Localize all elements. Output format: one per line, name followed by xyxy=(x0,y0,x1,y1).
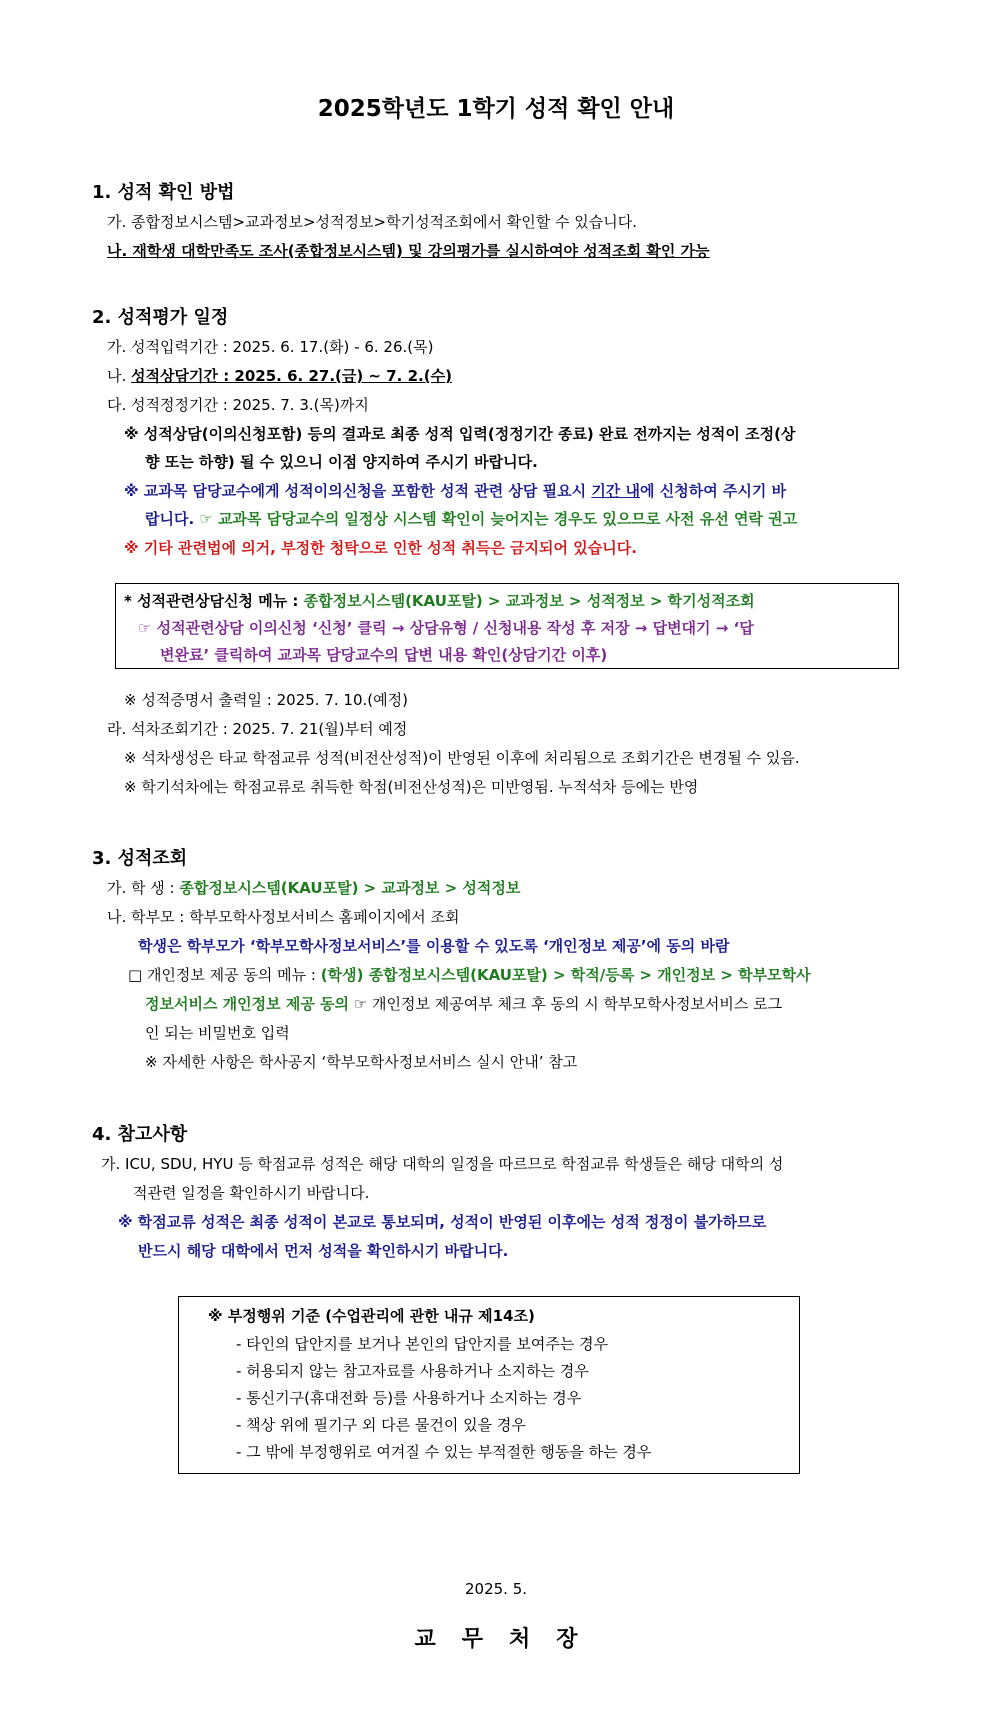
section-4-heading: 4. 참고사항 xyxy=(92,1124,188,1145)
misconduct-box-title: ※ 부정행위 기준 (수업관리에 관한 내규 제14조) xyxy=(208,1307,535,1325)
s3-item-a-path: 종합정보시스템(KAU포탈) > 교과정보 > 성적정보 xyxy=(179,879,521,897)
s2-note-2-line-2 xyxy=(145,509,797,529)
s2-item-a: 가. 성적입력기간 : 2025. 6. 17.(화) - 6. 26.(목) xyxy=(107,338,434,356)
s2-note-2-text-a: ※ 교과목 담당교수에게 성적이의신청을 포함한 성적 관련 상담 필요시 xyxy=(124,482,592,500)
s3-item-a-prefix: 가. 학 생 : xyxy=(107,879,180,897)
s2-note-3: ※ 기타 관련법에 의거, 부정한 청탁으로 인한 성적 취득은 금지되어 있습니다. xyxy=(124,539,637,557)
s2-item-c: 다. 성적정정기간 : 2025. 7. 3.(목)까지 xyxy=(107,396,369,414)
s3-menu-note: ※ 자세한 사항은 학사공지 ‘학부모학사정보서비스 실시 안내’ 참고 xyxy=(145,1053,578,1071)
misconduct-item: - 허용되지 않는 참고자료를 사용하거나 소지하는 경우 xyxy=(236,1362,589,1380)
s2-item-d-note-2: ※ 학기석차에는 학점교류로 취득한 학점(비전산성적)은 미반영됨. 누적석차 등에는 반영 xyxy=(124,778,699,796)
s3-menu-line-3: 인 되는 비밀번호 입력 xyxy=(145,1024,290,1042)
misconduct-item: - 통신기구(휴대전화 등)를 사용하거나 소지하는 경우 xyxy=(236,1389,582,1407)
s3-menu-path-2: 정보서비스 개인정보 제공 동의 xyxy=(145,995,350,1013)
s2-certificate: ※ 성적증명서 출력일 : 2025. 7. 10.(예정) xyxy=(124,691,408,709)
consult-box-path: 종합정보시스템(KAU포탈) > 교과정보 > 성적정보 > 학기성적조회 xyxy=(303,592,755,610)
section-1-heading: 1. 성적 확인 방법 xyxy=(92,182,235,203)
issue-date: 2025. 5. xyxy=(464,1580,528,1598)
s2-note-2-line-1 xyxy=(124,481,786,501)
s2-note-2-underlined: 기간 내 xyxy=(591,482,641,500)
s3-menu-line-1 xyxy=(128,965,811,985)
s3-item-b-note: 학생은 학부모가 ‘학부모학사정보서비스’를 이용할 수 있도록 ‘개인정보 제공’에 동의 바람 xyxy=(138,937,730,955)
consult-box-label: * 성적관련상담신청 메뉴 : xyxy=(124,592,304,610)
s1-item-a: 가. 종합정보시스템>교과정보>성적정보>학기성적조회에서 확인할 수 있습니다. xyxy=(107,213,637,231)
s2-item-b-text: 성적상담기간 : 2025. 6. 27.(금) ~ 7. 2.(수) xyxy=(131,367,452,385)
s2-item-b-prefix: 나. xyxy=(107,367,132,385)
section-2-heading: 2. 성적평가 일정 xyxy=(92,307,229,328)
section-3-heading: 3. 성적조회 xyxy=(92,848,188,869)
s2-item-d-note-1: ※ 석차생성은 타교 학점교류 성적(비전산성적)이 반영된 이후에 처리됨으로 조회기간은 변경될 수 있음. xyxy=(124,749,800,767)
consult-box-line-1 xyxy=(124,591,755,611)
s2-note-1-line-2: 향 또는 하향) 될 수 있으니 이점 양지하여 주시기 바랍니다. xyxy=(145,453,538,471)
s2-note-2-l2-b: ☞ 교과목 담당교수의 일정상 시스템 확인이 늦어지는 경우도 있으므로 사전 유선 연락 권고 xyxy=(194,510,798,528)
signature: 교무처장 xyxy=(414,1627,604,1652)
s4-item-a-line-2: 적관련 일정을 확인하시기 바랍니다. xyxy=(133,1184,370,1202)
consult-box-line-2: ☞ 성적관련상담 이의신청 ‘신청’ 클릭 → 상담유형 / 신청내용 작성 후 저장 → 답변대기 → ‘답 xyxy=(138,619,754,637)
s3-item-b: 나. 학부모 : 학부모학사정보서비스 홈페이지에서 조회 xyxy=(107,908,460,926)
s3-menu-desc: ☞ 개인정보 제공여부 체크 후 동의 시 학부모학사정보서비스 로그 xyxy=(349,995,783,1013)
s3-item-a xyxy=(107,878,520,898)
s3-menu-path-1: (학생) 종합정보시스템(KAU포탈) > 학적/등록 > 개인정보 > 학부모학사 xyxy=(320,966,811,984)
s4-note-line-1: ※ 학점교류 성적은 최종 성적이 본교로 통보되며, 성적이 반영된 이후에는 성적 정정이 불가하므로 xyxy=(118,1213,767,1231)
misconduct-item: - 그 밖에 부정행위로 여겨질 수 있는 부적절한 행동을 하는 경우 xyxy=(236,1443,652,1461)
s2-note-2-text-b: 에 신청하여 주시기 바 xyxy=(640,482,787,500)
s3-menu-label: □ 개인정보 제공 동의 메뉴 : xyxy=(128,966,321,984)
s2-note-2-l2-a: 랍니다. xyxy=(145,510,195,528)
s4-item-a-line-1: 가. ICU, SDU, HYU 등 학점교류 성적은 해당 대학의 일정을 따르므로 학점교류 학생들은 해당 대학의 성 xyxy=(101,1155,784,1173)
misconduct-item: - 타인의 답안지를 보거나 본인의 답안지를 보여주는 경우 xyxy=(236,1335,609,1353)
s3-menu-line-2 xyxy=(145,994,782,1014)
consult-box-line-3: 변완료’ 클릭하여 교과목 담당교수의 답변 내용 확인(상담기간 이후) xyxy=(160,646,608,664)
s2-item-b xyxy=(107,366,452,386)
s2-item-d: 라. 석차조회기간 : 2025. 7. 21(월)부터 예정 xyxy=(107,720,408,738)
misconduct-item: - 책상 위에 필기구 외 다른 물건이 있을 경우 xyxy=(236,1416,526,1434)
s2-note-1-line-1: ※ 성적상담(이의신청포함) 등의 결과로 최종 성적 입력(정정기간 종료) 완료 전까지는 성적이 조정(상 xyxy=(124,425,796,443)
s1-item-b: 나. 재학생 대학만족도 조사(종합정보시스템) 및 강의평가를 실시하여야 성적조회 확인 가능 xyxy=(107,242,710,260)
page-title: 2025학년도 1학기 성적 확인 안내 xyxy=(317,96,675,122)
s4-note-line-2: 반드시 해당 대학에서 먼저 성적을 확인하시기 바랍니다. xyxy=(138,1242,509,1260)
